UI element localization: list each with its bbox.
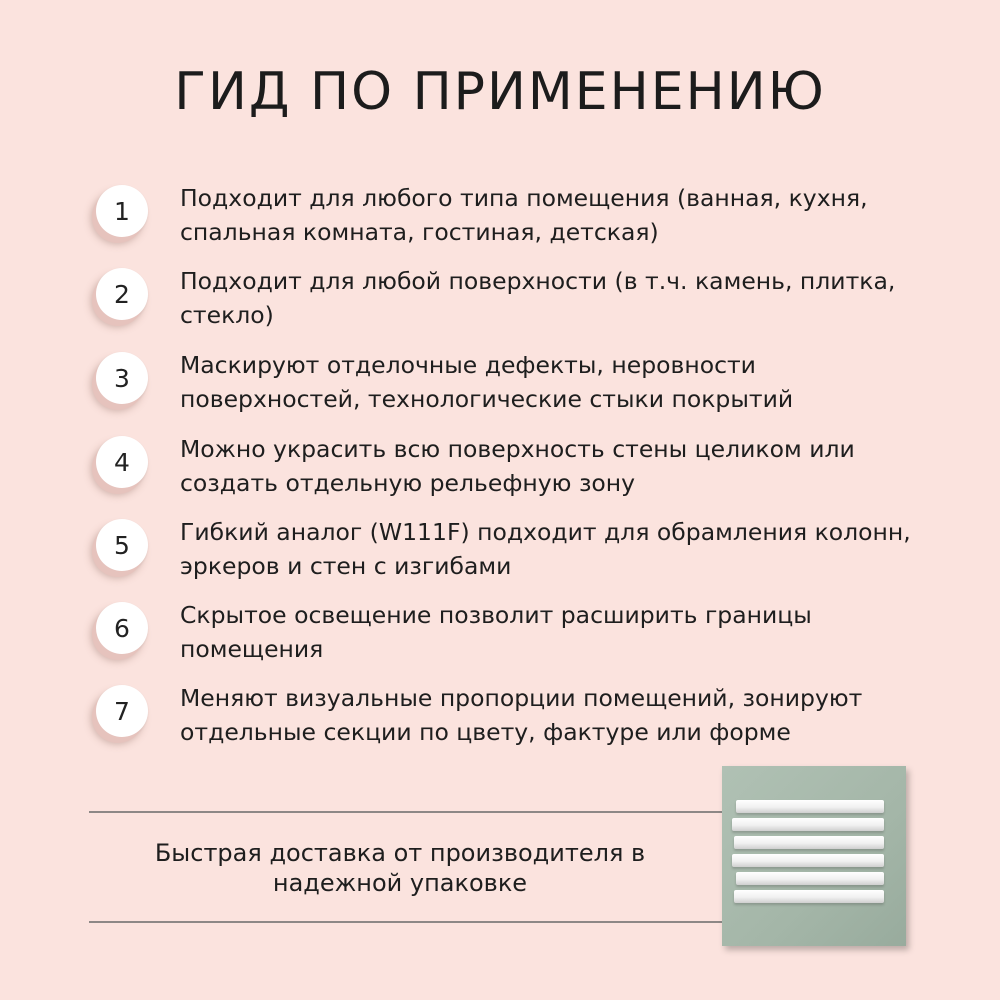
- list-item-text-1: Подходит для любого типа помещения (ванная, кухня, спальная комната, гостиная, детская): [180, 184, 868, 246]
- number-badge-3: 3: [96, 352, 148, 404]
- list-item-text-3: Маскируют отделочные дефекты, неровности поверхностей, технологические стыки покрытий: [180, 351, 794, 413]
- delivery-note: [89, 838, 711, 898]
- delivery-line-2: надежной упаковке: [272, 869, 528, 897]
- list-item-text-7: Меняют визуальные пропорции помещений, зонируют отдельные секции по цвету, фактуре или форме: [180, 684, 863, 746]
- number-badge-7: 7: [96, 685, 148, 737]
- list-item-5: [96, 517, 956, 587]
- list-item-2: [96, 266, 956, 336]
- number-badge-2: 2: [96, 268, 148, 320]
- molding-slat: [732, 818, 884, 831]
- list-item-1: [96, 183, 956, 253]
- list-item-text-5: Гибкий аналог (W111F) подходит для обрамления колонн, эркеров и стен с изгибами: [180, 518, 911, 580]
- list-item-text-2: Подходит для любой поверхности (в т.ч. камень, плитка, стекло): [180, 267, 896, 329]
- molding-slat: [734, 890, 884, 903]
- molding-slat: [732, 854, 884, 867]
- molding-slat: [734, 836, 884, 849]
- wall-panel-product-image: [722, 752, 912, 948]
- number-badge-1: 1: [96, 185, 148, 237]
- delivery-line-1: Быстрая доставка от производителя в: [154, 839, 646, 867]
- number-badge-5: 5: [96, 519, 148, 571]
- number-badge-6: 6: [96, 602, 148, 654]
- divider-top: [89, 811, 739, 813]
- list-item-3: [96, 350, 956, 420]
- divider-bottom: [89, 921, 739, 923]
- list-item-7: [96, 683, 956, 753]
- number-badge-4: 4: [96, 436, 148, 488]
- page-title: ГИД ПО ПРИМЕНЕНИЮ: [174, 62, 826, 122]
- molding-slat: [736, 800, 884, 813]
- list-item-4: [96, 434, 956, 504]
- list-item-text-6: Скрытое освещение позволит расширить границы помещения: [180, 601, 812, 663]
- molding-slat: [736, 872, 884, 885]
- list-item-text-4: Можно украсить всю поверхность стены целиком или создать отдельную рельефную зону: [180, 435, 855, 497]
- list-item-6: [96, 600, 956, 670]
